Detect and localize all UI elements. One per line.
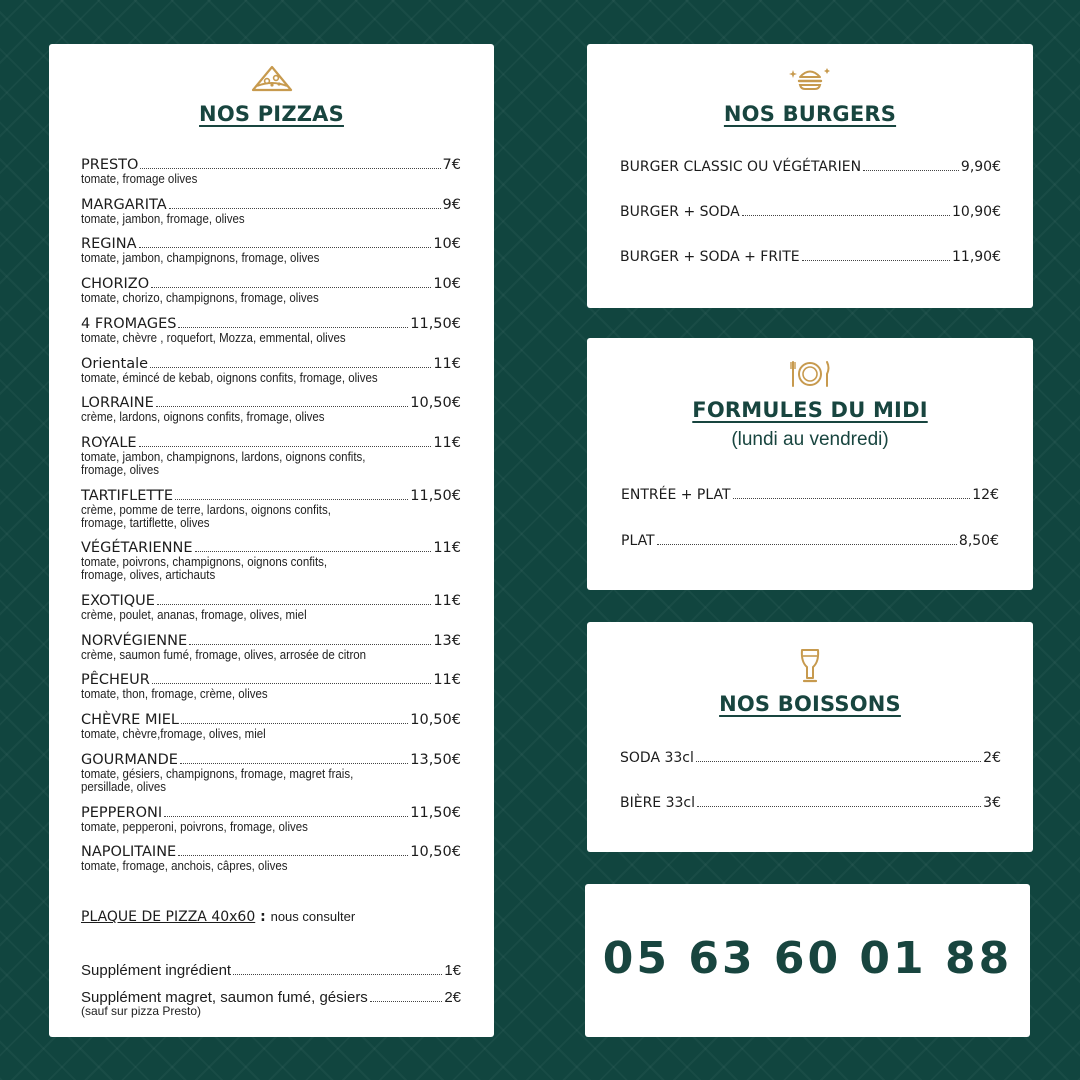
pizza-ingredients <box>81 173 197 186</box>
pizza-item-name: NAPOLITAINE <box>81 844 177 861</box>
dot-leader <box>164 816 408 817</box>
ingredients-line: crème, poulet, ananas, fromage, olives, miel <box>81 608 307 622</box>
pizza-item-price: 10,50€ <box>410 712 461 729</box>
pizza-item-name: ROYALE <box>81 434 137 451</box>
beer-glass-icon <box>798 648 822 684</box>
pizza-item-name: PEPPERONI <box>81 804 163 821</box>
ingredients-line: tomate, jambon, champignons, fromage, olives <box>81 251 320 266</box>
pizza-ingredients <box>81 688 268 701</box>
pizza-item <box>81 844 461 860</box>
dot-leader <box>140 168 440 169</box>
burger-item <box>620 249 1001 265</box>
supplement-line <box>81 962 461 979</box>
dot-leader <box>657 544 957 545</box>
pizza-item <box>81 157 461 173</box>
pizza-ingredients <box>81 252 319 265</box>
ingredients-line: tomate, pepperoni, poivrons, fromage, olives <box>81 819 308 834</box>
burger-icon <box>788 64 832 92</box>
pizza-ingredients <box>81 649 366 662</box>
plaque-note: nous consulter <box>270 909 356 924</box>
pizza-item-name: TARTIFLETTE <box>81 487 174 504</box>
phone-card <box>585 884 1030 1037</box>
boissons-title: NOS BOISSONS <box>719 692 901 716</box>
ingredients-line: tomate, poivrons, champignons, oignons confits, <box>81 555 328 570</box>
pizza-item-price: 10,50€ <box>410 395 461 412</box>
pizza-item-price: 7€ <box>442 157 461 173</box>
pizza-item <box>81 805 461 821</box>
pizza-item <box>81 236 461 252</box>
dot-leader <box>169 208 441 209</box>
ingredients-line: tomate, thon, fromage, crème, olives <box>81 687 268 702</box>
pizza-item-price: 11,50€ <box>410 804 461 821</box>
pizza-item <box>81 752 461 768</box>
dot-leader <box>139 446 432 447</box>
supplement-price: 1€ <box>444 962 461 979</box>
pizza-ingredients <box>81 860 287 873</box>
burger-item-name: BURGER CLASSIC OU VÉGÉTARIEN <box>620 159 862 175</box>
formules-title: FORMULES DU MIDI <box>692 398 928 422</box>
burger-item <box>620 204 1001 220</box>
pizza-item-name: GOURMANDE <box>81 751 178 768</box>
pizza-item-price: 10,50€ <box>410 844 461 861</box>
dot-leader <box>156 406 409 407</box>
boisson-item-name: SODA 33cl <box>620 750 694 766</box>
pizza-item <box>81 276 461 292</box>
ingredients-line: tomate, chèvre,fromage, olives, miel <box>81 727 266 742</box>
formule-item-price: 12€ <box>972 487 999 503</box>
pizza-item-name: VÉGÉTARIENNE <box>81 540 193 557</box>
pizza-item-price: 11,50€ <box>410 315 461 332</box>
ingredients-line: crème, saumon fumé, fromage, olives, arrosée de citron <box>81 647 367 662</box>
dot-leader <box>189 644 431 645</box>
dot-leader <box>802 260 950 261</box>
pizza-item <box>81 435 461 451</box>
pizza-item <box>81 593 461 609</box>
supplement-label: Supplément ingrédient <box>81 962 232 979</box>
dot-leader <box>742 215 950 216</box>
ingredients-line: tomate, fromage, anchois, câpres, olives <box>81 859 288 874</box>
pizza-ingredients <box>81 372 378 385</box>
pizza-item-price: 10€ <box>433 276 461 293</box>
pizza-ingredients <box>81 213 245 226</box>
dot-leader <box>181 723 408 724</box>
pizza-ingredients <box>81 609 307 622</box>
pizza-item-name: 4 FROMAGES <box>81 315 177 332</box>
pizza-item <box>81 672 461 688</box>
plaque-sep: : <box>255 909 271 925</box>
dot-leader <box>863 170 959 171</box>
ingredients-line: tomate, émincé de kebab, oignons confits, fromage, olives <box>81 370 378 385</box>
pizza-ingredients <box>81 411 325 424</box>
pizza-item-name: CHÈVRE MIEL <box>81 712 179 729</box>
formule-item-name: PLAT <box>621 533 655 549</box>
pizza-item-name: REGINA <box>81 236 137 253</box>
burger-item-price: 9,90€ <box>960 159 1001 175</box>
pizza-item <box>81 316 461 332</box>
formules-card <box>587 338 1033 590</box>
ingredients-line: tomate, chèvre , roquefort, Mozza, emmental, olives <box>81 330 346 345</box>
pizza-item-name: NORVÉGIENNE <box>81 632 188 649</box>
ingredients-line: tomate, gésiers, champignons, fromage, magret frais, <box>81 766 354 781</box>
supplement-price: 2€ <box>444 989 461 1006</box>
ingredients-line: tomate, fromage olives <box>81 172 198 186</box>
pizza-item-price: 11€ <box>433 540 461 557</box>
pizza-icon <box>250 64 294 92</box>
pizza-item-price: 11€ <box>433 434 461 451</box>
supplement-note: (sauf sur pizza Presto) <box>81 1004 202 1018</box>
pizza-ingredients <box>81 728 266 741</box>
dot-leader <box>178 855 408 856</box>
dot-leader <box>175 499 408 500</box>
pizza-item-name: Orientale <box>81 355 149 372</box>
plaque-label: PLAQUE DE PIZZA 40x60 <box>81 909 256 925</box>
dot-leader <box>139 247 432 248</box>
dot-leader <box>233 974 442 975</box>
dot-leader <box>697 806 981 807</box>
boisson-item-price: 3€ <box>983 795 1001 811</box>
formule-item-price: 8,50€ <box>958 533 999 549</box>
boisson-item <box>620 795 1001 811</box>
ingredients-line: fromage, olives <box>81 462 159 477</box>
pizza-ingredients <box>81 332 346 345</box>
ingredients-line: tomate, jambon, champignons, lardons, oignons confits, <box>81 449 366 464</box>
pizza-item <box>81 712 461 728</box>
burger-item-price: 11,90€ <box>952 249 1001 265</box>
pizza-ingredients <box>81 292 319 305</box>
ingredients-line: tomate, chorizo, champignons, fromage, olives <box>81 291 319 306</box>
burgers-card <box>587 44 1033 308</box>
pizza-ingredients <box>81 451 365 477</box>
pizza-item-price: 9€ <box>442 196 461 213</box>
pizza-item <box>81 356 461 372</box>
plaque-line <box>81 909 355 925</box>
pizza-ingredients <box>81 821 308 834</box>
pizza-ingredients <box>81 504 331 530</box>
ingredients-line: crème, pomme de terre, lardons, oignons confits, <box>81 502 331 517</box>
burger-item-name: BURGER + SODA <box>620 204 740 220</box>
pizza-ingredients <box>81 768 353 794</box>
ingredients-line: fromage, olives, artichauts <box>81 568 216 583</box>
dot-leader <box>180 763 408 764</box>
pizza-item-name: PÊCHEUR <box>81 672 150 689</box>
ingredients-line: fromage, tartiflette, olives <box>81 515 210 530</box>
burger-item-price: 10,90€ <box>952 204 1001 220</box>
dot-leader <box>150 367 431 368</box>
pizza-item-price: 11€ <box>433 672 461 689</box>
pizzas-title: NOS PIZZAS <box>199 102 344 126</box>
burger-item <box>620 159 1001 175</box>
pizza-item <box>81 540 461 556</box>
dot-leader <box>195 551 432 552</box>
pizza-item-price: 11€ <box>433 355 461 372</box>
plate-cutlery-icon <box>788 359 832 389</box>
pizza-item-price: 11€ <box>433 593 461 609</box>
pizza-item-price: 13,50€ <box>410 751 461 768</box>
formule-item-name: ENTRÉE + PLAT <box>621 487 731 503</box>
pizza-item-name: MARGARITA <box>81 196 167 213</box>
formules-subtitle: (lundi au vendredi) <box>731 429 889 450</box>
pizza-item-price: 13€ <box>433 632 461 649</box>
ingredients-line: tomate, jambon, fromage, olives <box>81 211 245 226</box>
dot-leader <box>370 1001 443 1002</box>
ingredients-line: crème, lardons, oignons confits, fromage, olives <box>81 410 325 425</box>
pizza-item <box>81 197 461 213</box>
pizza-item-name: PRESTO <box>81 157 139 173</box>
pizza-item <box>81 633 461 649</box>
burgers-title: NOS BURGERS <box>723 102 897 126</box>
pizza-item <box>81 395 461 411</box>
dot-leader <box>733 498 971 499</box>
dot-leader <box>151 287 431 288</box>
formule-item <box>621 533 999 549</box>
boisson-item-name: BIÈRE 33cl <box>620 795 696 811</box>
pizza-ingredients <box>81 556 327 582</box>
dot-leader <box>152 683 432 684</box>
burger-item-name: BURGER + SODA + FRITE <box>620 249 800 265</box>
pizzas-card <box>49 44 494 1037</box>
pizza-item-name: LORRAINE <box>81 395 154 412</box>
dot-leader <box>696 761 981 762</box>
formule-item <box>621 487 999 503</box>
pizza-item <box>81 488 461 504</box>
pizza-item-price: 11,50€ <box>410 487 461 504</box>
supplement-label: Supplément magret, saumon fumé, gésiers <box>81 989 368 1006</box>
phone-number[interactable]: 05 63 60 01 88 <box>602 933 1013 984</box>
pizza-item-price: 10€ <box>433 236 461 253</box>
ingredients-line: persillade, olives <box>81 779 167 794</box>
dot-leader <box>178 327 408 328</box>
pizza-item-name: CHORIZO <box>81 276 150 293</box>
dot-leader <box>157 604 431 605</box>
boisson-item <box>620 750 1001 766</box>
boisson-item-price: 2€ <box>983 750 1001 766</box>
pizza-item-name: EXOTIQUE <box>81 593 155 609</box>
boissons-card <box>587 622 1033 852</box>
